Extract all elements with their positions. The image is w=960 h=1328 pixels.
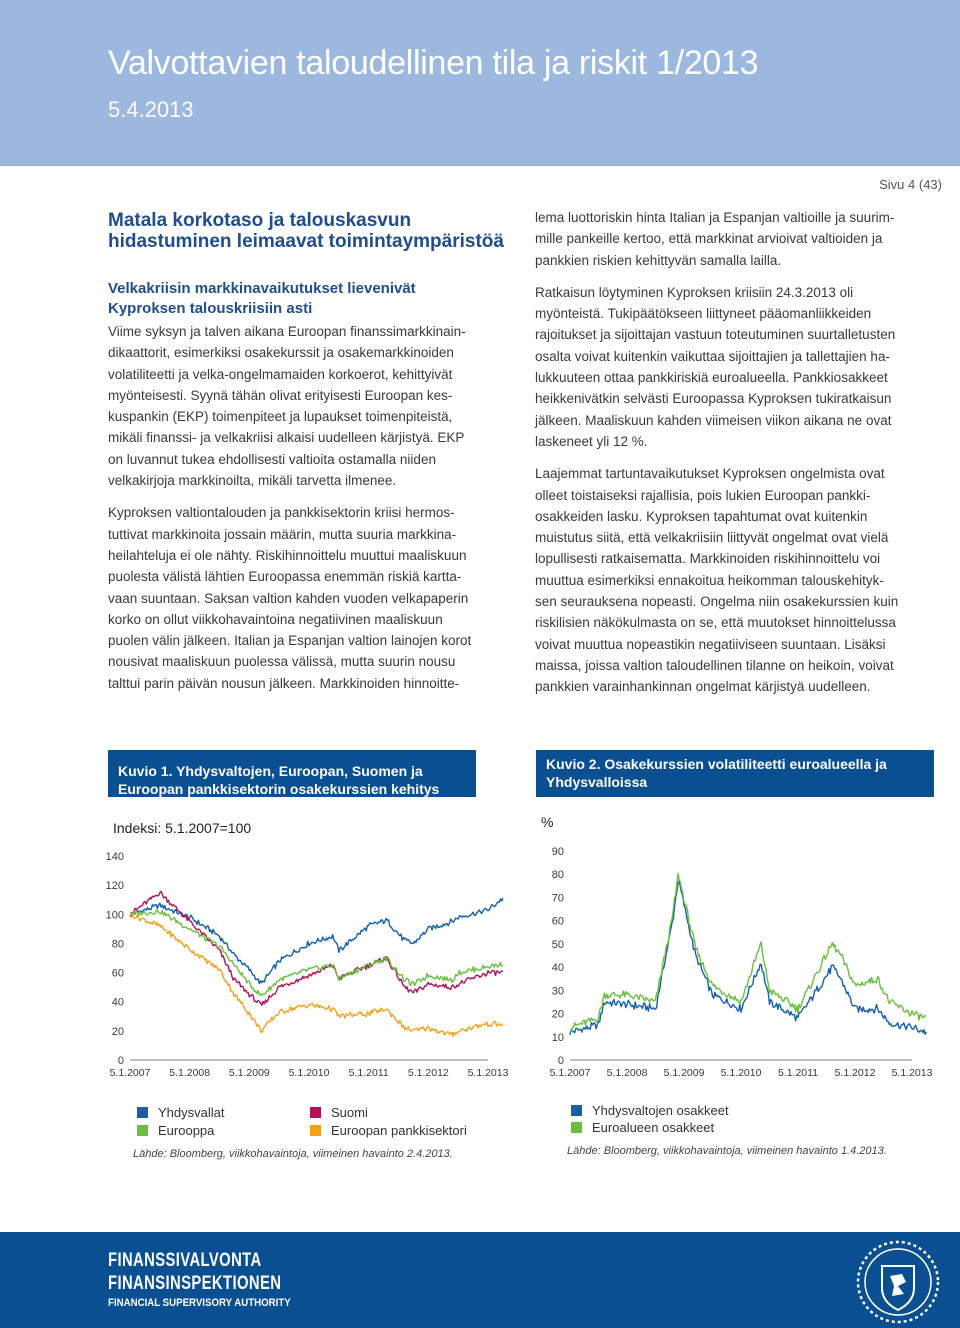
x-tick-label: 5.1.2013 [467, 1067, 509, 1079]
left-column-text [108, 321, 518, 694]
text-line: vaan suuntaan. Saksan valtion kahden vuoden velkapaperin [108, 590, 469, 606]
series-line [130, 898, 503, 983]
text-line: Viime syksyn ja talven aikana Euroopan finanssimarkkinain- [108, 324, 466, 339]
text-line: sen seurauksena nopeasti. Ongelma niin osakekurssien kuin [535, 594, 899, 610]
header-banner [0, 0, 960, 166]
text-line: Kyproksen valtiontalouden ja pankkisektorin kriisi hermos- [108, 505, 455, 521]
y-tick-label: 140 [105, 851, 124, 863]
y-tick-label: 70 [551, 892, 564, 905]
y-tick-label: 40 [551, 962, 564, 975]
y-tick-label: 100 [105, 909, 124, 922]
legend-swatch [137, 1107, 148, 1118]
legend-item-yhdysvaltojen-osakkeet: Yhdysvaltojen osakkeet [571, 1103, 729, 1118]
y-tick-label: 80 [551, 869, 564, 882]
text-line: pankkien riskien kehittyvän samalla lailla. [535, 252, 782, 268]
legend-item-suomi: Suomi [310, 1105, 368, 1120]
figure1-source: Lähde: Bloomberg, viikkohavaintoja, viimeinen havainto 2.4.2013. [133, 1148, 453, 1160]
legend-item-euroalueen-osakkeet: Euroalueen osakkeet [571, 1120, 714, 1135]
subsection-title: Velkakriisin markkinavaikutukset lievenivät Kyproksen talouskriisiin asti [108, 280, 416, 317]
legend-swatch [310, 1125, 321, 1136]
figure2-subtitle: % [541, 814, 554, 830]
text-line: talttui parin päivän nousun jälkeen. Markkinoiden hinnoitte- [108, 675, 460, 691]
x-tick-label: 5.1.2009 [663, 1067, 705, 1079]
x-tick-label: 5.1.2010 [720, 1067, 762, 1079]
page-number: Sivu 4 (43) [879, 177, 942, 192]
text-line: maissa, joissa valtion taloudellinen tilanne on heikoin, voivat [535, 657, 894, 673]
y-tick-label: 60 [111, 967, 124, 980]
figure2-caption: Kuvio 2. Osakekurssien volatiliteetti euroalueella ja Yhdysvalloissa [536, 750, 934, 797]
logo-line-3: FINANCIAL SUPERVISORY AUTHORITY [108, 1297, 291, 1309]
text-line: korko on ollut viikkohavaintoina negatiivinen maaliskuun [108, 611, 443, 627]
y-tick-label: 20 [111, 1025, 124, 1038]
text-line: voivat muuttua nopeastikin negatiiviseen suuntaan. Lisäksi [535, 636, 886, 652]
legend-swatch [571, 1122, 582, 1133]
y-tick-label: 90 [551, 846, 564, 858]
text-line: riskilisien näkökulmasta on se, että muutokset hinnoittelussa [535, 615, 896, 631]
series-line [570, 881, 926, 1035]
text-line: kuspankin (EKP) toimenpiteet ja lupaukset toimenpiteistä, [108, 409, 453, 425]
text-line: nousivat maaliskuun puolessa välissä, mutta suurin nousu [108, 654, 456, 670]
x-tick-label: 5.1.2008 [169, 1067, 211, 1079]
text-line: laskeneet yli 12 %. [535, 433, 648, 449]
x-tick-label: 5.1.2013 [891, 1067, 933, 1079]
y-tick-label: 30 [551, 985, 564, 998]
figure1-caption: Kuvio 1. Yhdysvaltojen, Euroopan, Suomen ja Euroopan pankkisektorin osakekurssien kehitys [108, 750, 476, 797]
text-line: puolen välin jälkeen. Italian ja Espanjan valtion lainojen korot [108, 633, 472, 649]
y-tick-label: 10 [551, 1031, 564, 1044]
legend-item-yhdysvallat: Yhdysvallat [137, 1105, 224, 1120]
text-line: Ratkaisun löytyminen Kyproksen kriisiin 24.3.2013 oli [535, 284, 854, 300]
x-tick-label: 5.1.2008 [606, 1067, 648, 1079]
text-line: mille pankeille kertoo, että markkinat arvioivat valtioiden ja [535, 231, 883, 247]
y-tick-label: 50 [551, 938, 564, 951]
y-tick-label: 40 [111, 996, 124, 1009]
y-tick-label: 20 [551, 1008, 564, 1021]
logo-line-1: FINANSSIVALVONTA [108, 1250, 262, 1271]
x-tick-label: 5.1.2007 [549, 1067, 591, 1079]
document-date: 5.4.2013 [108, 97, 194, 122]
x-tick-label: 5.1.2007 [109, 1067, 151, 1079]
text-line: lukkuuteen ottaa pankkiriskiä euroalueella. Pankkiosakkeet [535, 370, 888, 386]
y-tick-label: 80 [111, 938, 124, 951]
text-line: puolesta välistä lähtien Euroopassa enemmän riskiä kartta- [108, 569, 462, 585]
text-line: myönteisesti. Syynä tähän olivat erityisesti Euroopan kes- [108, 387, 453, 403]
text-line: jälkeen. Maaliskuun kahden viimeisen viikon aikana ne ovat [535, 412, 892, 428]
text-line: volatiliteetti ja velka-ongelmamaiden korkoerot, kehittyivät [108, 366, 453, 382]
text-line: Laajemmat tartuntavaikutukset Kyproksen ongelmista ovat [535, 466, 885, 482]
x-tick-label: 5.1.2012 [407, 1067, 449, 1079]
text-line: osakkeiden lasku. Kyproksen tapahtumat ovat kuitenkin [535, 508, 868, 524]
text-line: lopullisesti ratkaisematta. Markkinoiden riskihinnoittelu voi [535, 551, 881, 567]
text-line: olleet toistaiseksi rajallisia, pois lukien Euroopan pankki- [535, 487, 871, 503]
text-line: muistutus siitä, että velkakriisiin liittyvät ongelmat ovat vielä [535, 530, 889, 546]
series-line [130, 910, 503, 996]
x-tick-label: 5.1.2011 [348, 1067, 389, 1079]
right-column-text [535, 207, 945, 698]
legend-item-eurooppa: Eurooppa [137, 1123, 214, 1138]
text-line: dikaattorit, esimerkiksi osakekurssit ja osakemarkkinoiden [108, 345, 454, 361]
legend-swatch [571, 1105, 582, 1116]
text-line: lema luottoriskin hinta Italian ja Espanjan valtioille ja suurim- [535, 210, 895, 225]
y-tick-label: 120 [105, 880, 124, 893]
y-tick-label: 60 [551, 915, 564, 928]
section-title: Matala korkotaso ja talouskasvun hidastuminen leimaavat toimintaympäristöä [108, 210, 504, 252]
x-tick-label: 5.1.2011 [777, 1067, 819, 1079]
coat-of-arms-seal [852, 1236, 944, 1328]
document-title: Valvottavien taloudellinen tila ja riskit 1/2013 [108, 44, 759, 82]
figure1-chart [80, 840, 509, 1090]
series-line [570, 874, 926, 1031]
series-line [130, 913, 503, 1036]
text-line: mikäli finanssi- ja velkakriisi alkaisi uudelleen kärjistyä. EKP [108, 430, 465, 446]
text-line: heilahteluja ei ole nähty. Riskihinnoittelu muuttui maaliskuun [108, 547, 467, 563]
text-line: heikkenivätkin selvästi Euroopassa Kyproksen tukiratkaisun [535, 391, 892, 407]
x-tick-label: 5.1.2012 [834, 1067, 876, 1079]
x-tick-label: 5.1.2009 [228, 1067, 270, 1079]
text-line: muuttua esimerkiksi ennakoitua heikomman talouskehityk- [535, 572, 884, 588]
text-line: on luvannut tukea ehdollisesti valtioita ostamalla niiden [108, 451, 436, 467]
y-tick-label: 0 [117, 1055, 124, 1067]
text-line: pankkien varainhankinnan ongelmat kärjistyä uudelleen. [535, 679, 871, 695]
text-line: velkakirjoja markkinoilta, mikäli tarvetta ilmenee. [108, 473, 397, 489]
figure1-subtitle: Indeksi: 5.1.2007=100 [113, 820, 252, 836]
text-line: rajoitukset ja sijoittajan vastuun toteutuminen suurtalletusten [535, 327, 896, 343]
figure2-source: Lähde: Bloomberg, viikkohavaintoja, viimeinen havainto 1.4.2013. [567, 1145, 887, 1157]
logo-line-2: FINANSINSPEKTIONEN [108, 1273, 282, 1294]
text-line: tuttivat markkinoita jossain määrin, mutta suuria markkina- [108, 526, 457, 542]
figure2-chart [520, 840, 940, 1090]
series-line [130, 891, 503, 1005]
y-tick-label: 0 [557, 1055, 564, 1067]
text-line: osalta voivat kuitenkin vaikuttaa sijoittajien ja tallettajien ha- [535, 348, 890, 364]
legend-swatch [310, 1107, 321, 1118]
x-tick-label: 5.1.2010 [288, 1067, 330, 1079]
legend-swatch [137, 1125, 148, 1136]
text-line: myönteistä. Tukipäätökseen liittyneet pääomanliikkeiden [535, 306, 872, 322]
legend-item-euroopan-pankkisektori: Euroopan pankkisektori [310, 1123, 467, 1138]
